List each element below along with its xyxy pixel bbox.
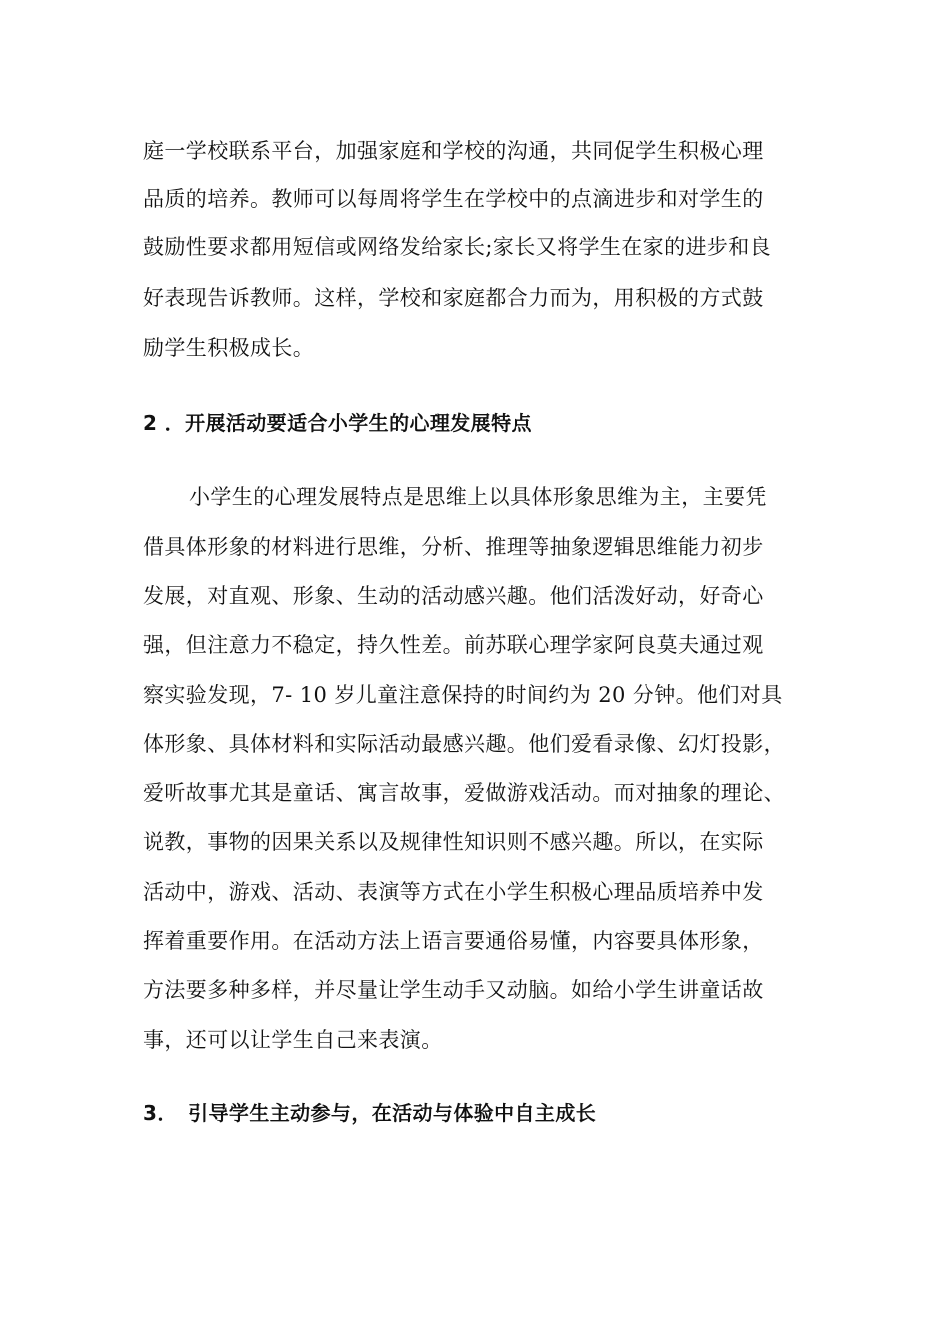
paragraph-2-line: 察实验发现，7- 10 岁儿童注意保持的时间约为 20 分钟。他们对具 — [143, 683, 783, 707]
paragraph-2-line: 借具体形象的材料进行思维，分析、推理等抽象逻辑思维能力初步 — [143, 535, 764, 559]
section-heading-2: 2 ．开展活动要适合小学生的心理发展特点 — [143, 411, 532, 435]
paragraph-1-line: 品质的培养。教师可以每周将学生在学校中的点滴进步和对学生的 — [143, 187, 764, 211]
paragraph-2-line: 事，还可以让学生自己来表演。 — [143, 1028, 443, 1052]
paragraph-2-line: 方法要多种多样，并尽量让学生动手又动脑。如给小学生讲童话故 — [143, 978, 764, 1002]
paragraph-1-line: 励学生积极成长。 — [143, 336, 315, 360]
paragraph-2-line: 发展，对直观、形象、生动的活动感兴趣。他们活泼好动，好奇心 — [143, 584, 764, 608]
paragraph-2-line: 强，但注意力不稳定，持久性差。前苏联心理学家阿良莫夫通过观 — [143, 633, 764, 657]
paragraph-1-line: 鼓励性要求都用短信或网络发给家长;家长又将学生在家的进步和良 — [143, 235, 772, 259]
section-heading-3: 3． 引导学生主动参与，在活动与体验中自主成长 — [143, 1101, 597, 1125]
paragraph-2-line: 活动中，游戏、活动、表演等方式在小学生积极心理品质培养中发 — [143, 880, 764, 904]
paragraph-2-line: 说教，事物的因果关系以及规律性知识则不感兴趣。所以，在实际 — [143, 830, 764, 854]
paragraph-2-line: 小学生的心理发展特点是思维上以具体形象思维为主，主要凭 — [189, 485, 767, 509]
paragraph-2-line: 挥着重要作用。在活动方法上语言要通俗易懂，内容要具体形象， — [143, 929, 764, 953]
paragraph-1-line: 庭一学校联系平台，加强家庭和学校的沟通，共同促学生积极心理 — [143, 139, 764, 163]
paragraph-2-line: 爱听故事尤其是童话、寓言故事，爱做游戏活动。而对抽象的理论、 — [143, 781, 785, 805]
paragraph-2-line: 体形象、具体材料和实际活动最感兴趣。他们爱看录像、幻灯投影， — [143, 732, 785, 756]
paragraph-1-line: 好表现告诉教师。这样，学校和家庭都合力而为，用积极的方式鼓 — [143, 286, 764, 310]
